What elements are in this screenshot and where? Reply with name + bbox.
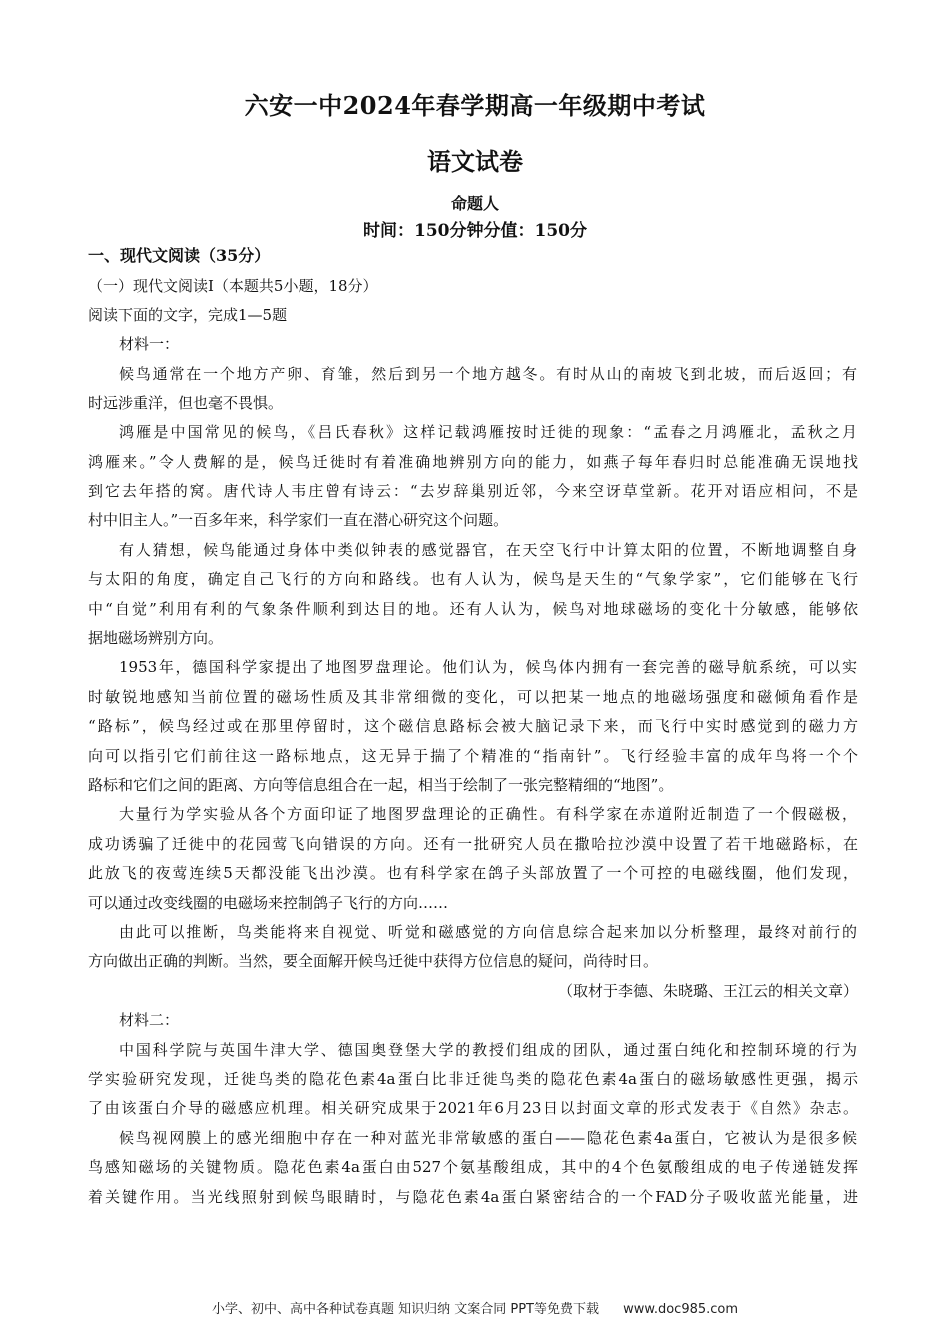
exam-time-score: 时间：150分钟分值：150分 [363, 221, 587, 241]
paragraph-line: 此放飞的夜莺连续5天都没能飞出沙漠。也有科学家在鸽子头部放置了一个可控的电磁线圈，他们发现， [88, 864, 858, 882]
paragraph-line: “路标”，候鸟经过或在那里停留时，这个磁信息路标会被大脑记录下来，而飞行中实时感觉到的磁力方 [88, 717, 858, 735]
paragraph-line: 鸟感知磁场的关键物质。隐花色素4a蛋白由527个氨基酸组成，其中的4个色氨酸组成的电子传递链发挥 [88, 1158, 858, 1176]
paragraph-line: 可以通过改变线圈的电磁场来控制鸽子飞行的方向…… [88, 894, 449, 912]
paragraph-line: 大量行为学实验从各个方面印证了地图罗盘理论的正确性。有科学家在赤道附近制造了一个假磁极， [119, 805, 857, 823]
paragraph-line: 鸿雁是中国常见的候鸟，《吕氏春秋》这样记载鸿雁按时迁徙的现象：“孟春之月鸿雁北，孟秋之月 [119, 423, 857, 441]
exam-author: 命题人 [450, 194, 499, 213]
material-one-label: 材料一： [119, 335, 180, 353]
paragraph-line: 1953年，德国科学家提出了地图罗盘理论。他们认为，候鸟体内拥有一套完善的磁导航系统，可以实 [119, 658, 857, 676]
paragraph-line: 有人猜想，候鸟能通过身体中类似钟表的感觉器官，在天空飞行中计算太阳的位置，不断地调整自身 [119, 541, 857, 559]
paragraph-line: 中国科学院与英国牛津大学、德国奥登堡大学的教授们组成的团队，通过蛋白纯化和控制环境的行为 [119, 1041, 857, 1059]
exam-subject: 语文试卷 [427, 147, 523, 176]
paragraph-line: 村中旧主人。”一百多年来，科学家们一直在潜心研究这个问题。 [88, 511, 509, 529]
reading-instruction: 阅读下面的文字，完成1—5题 [88, 306, 288, 324]
paragraph-line: 据地磁场辨别方向。 [88, 629, 224, 647]
paragraph-line: 鸿雁来。”令人费解的是，候鸟迁徙时有着准确地辨别方向的能力，如燕子每年春归时总能准确无误地找 [88, 453, 858, 471]
paragraph-line: 与太阳的角度，确定自己飞行的方向和路线。也有人认为，候鸟是天生的“气象学家”，它们能够在飞行 [88, 570, 858, 588]
paragraph-line: 着关键作用。当光线照射到候鸟眼睛时，与隐花色素4a蛋白紧密结合的一个FAD分子吸收蓝光能量，进 [88, 1188, 858, 1206]
exam-title: 六安一中2024年春学期高一年级期中考试 [244, 91, 706, 120]
paragraph-line: 到它去年搭的窝。唐代诗人韦庄曾有诗云：“去岁辞巢别近邻，今来空讶草堂新。花开对语应相问，不是 [88, 482, 858, 500]
paragraph-line: 时远涉重洋，但也毫不畏惧。 [88, 394, 284, 412]
paragraph-line: 中“自觉”利用有利的气象条件顺利到达目的地。还有人认为，候鸟对地球磁场的变化十分敏感，能够依 [88, 600, 858, 618]
subsection-heading: （一）现代文阅读Ⅰ（本题共5小题，18分） [88, 277, 378, 295]
paragraph-line: 路标和它们之间的距离、方向等信息组合在一起，相当于绘制了一张完整精细的“地图”。 [88, 776, 674, 794]
material-two-label: 材料二： [119, 1011, 180, 1029]
paragraph-line: 了由该蛋白介导的磁感应机理。相关研究成果于2021年6月23日以封面文章的形式发表于《自然》杂志。 [88, 1099, 858, 1117]
paragraph-line: 向可以指引它们前往这一路标地点，这无异于揣了个精准的“指南针”。飞行经验丰富的成年鸟将一个个 [88, 747, 858, 765]
paragraph-line: 候鸟通常在一个地方产卵、育雏，然后到另一个地方越冬。有时从山的南坡飞到北坡，而后返回；有 [119, 365, 857, 383]
paragraph-line: 时敏锐地感知当前位置的磁场性质及其非常细微的变化，可以把某一地点的地磁场强度和磁倾角看作是 [88, 688, 858, 706]
paragraph-line: 候鸟视网膜上的感光细胞中存在一种对蓝光非常敏感的蛋白——隐花色素4a蛋白，它被认为是很多候 [119, 1129, 857, 1147]
footer-text: 小学、初中、高中各种试卷真题 知识归纳 文案合同 PPT等免费下载 [211, 1302, 599, 1317]
paragraph-line: 方向做出正确的判断。当然，要全面解开候鸟迁徙中获得方位信息的疑问，尚待时日。 [88, 952, 659, 970]
section-heading: 一、现代文阅读（35分） [88, 246, 271, 265]
paragraph-line: 学实验研究发现，迁徙鸟类的隐花色素4a蛋白比非迁徙鸟类的隐花色素4a蛋白的磁场敏感性更强，揭示 [88, 1070, 858, 1088]
source-citation: （取材于李德、朱晓璐、王江云的相关文章） [557, 982, 858, 1000]
paragraph-line: 成功诱骗了迁徙中的花园莺飞向错误的方向。还有一批研究人员在撒哈拉沙漠中设置了若干地磁路标，在 [88, 835, 858, 853]
footer-url[interactable]: www.doc985.com [623, 1302, 739, 1317]
page-footer [0, 1298, 950, 1317]
paragraph-line: 由此可以推断，鸟类能将来自视觉、听觉和磁感觉的方向信息综合起来加以分析整理，最终对前行的 [119, 923, 857, 941]
